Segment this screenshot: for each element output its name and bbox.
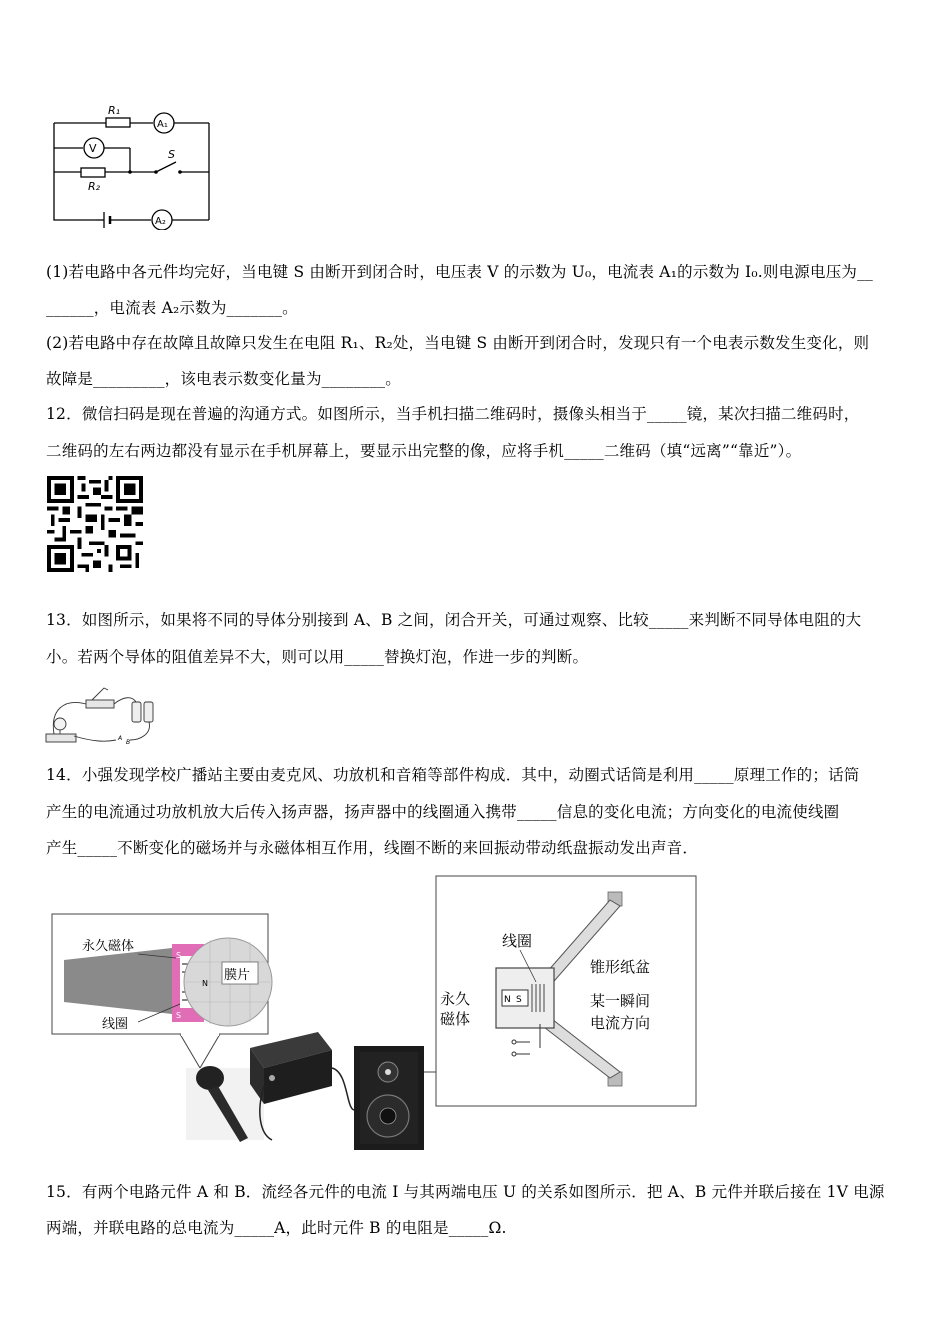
q15-line2: 两端，并联电路的总电流为_____A，此时元件 B 的电阻是_____Ω. <box>46 1219 507 1237</box>
speaker-magnet-label-1: 永久 <box>440 990 471 1008</box>
q14-line2: 产生的电流通过功放机放大后传入扬声器，扬声器中的线圈通入携带_____信息的变化电流；方向变化的电流使线圈 <box>46 803 840 821</box>
speaker-magnet-label-2: 磁体 <box>440 1010 471 1028</box>
speaker-current-label-2: 电流方向 <box>590 1014 651 1032</box>
a1-label: A₁ <box>157 119 168 130</box>
q13-line2: 小。若两个导体的阻值差异不大，则可以用_____替换灯泡，作进一步的判断。 <box>46 648 589 666</box>
speaker-s-label: S <box>516 995 522 1005</box>
mic-coil-label: 线圈 <box>102 1017 129 1032</box>
circuit-diagram <box>48 100 218 230</box>
q11-part1-line1: (1)若电路中各元件均完好，当电键 S 由断开到闭合时，电压表 V 的示数为 U₀，电流表 A₁的示数为 I₀.则电源电压为__ <box>46 263 874 281</box>
speaker-coil-label: 线圈 <box>502 932 533 950</box>
mic-n-label: N <box>202 979 208 988</box>
r1-label: R₁ <box>108 104 121 117</box>
q12-line1: 12．微信扫码是现在普遍的沟通方式。如图所示，当手机扫描二维码时，摄像头相当于_____镜，某次扫描二维码时， <box>46 405 860 423</box>
q13-line1: 13．如图所示，如果将不同的导体分别接到 A、B 之间，闭合开关，可通过观察、比较_____来判断不同导体电阻的大 <box>46 611 862 629</box>
conductor-test-circuit-image <box>44 680 162 746</box>
r2-resistor <box>81 168 105 177</box>
qr-code-image <box>46 476 144 572</box>
r1-resistor <box>106 118 130 127</box>
broadcast-system-image <box>50 872 700 1154</box>
mic-diaphragm-label: 膜片 <box>224 968 251 983</box>
mic-s-label-top: S <box>176 951 182 960</box>
mic-magnet-label: 永久磁体 <box>82 939 135 954</box>
q15-line1: 15．有两个电路元件 A 和 B．流经各元件的电流 I 与其两端电压 U 的关系如图所示．把 A、B 元件并联后接在 1V 电源 <box>46 1183 885 1201</box>
switch-label: S <box>168 148 175 161</box>
q11-part1-line2: ______，电流表 A₂示数为_______。 <box>46 299 298 317</box>
q11-part2-line1: (2)若电路中存在故障且故障只发生在电阻 R₁、R₂处，当电键 S 由断开到闭合时，发现只有一个电表示数发生变化，则 <box>46 334 870 352</box>
mic-s-label-bottom: S <box>176 1011 182 1020</box>
r2-label: R₂ <box>88 180 101 193</box>
q14-line3: 产生_____不断变化的磁场并与永磁体相互作用，线圈不断的来回振动带动纸盘振动发出声音． <box>46 839 699 857</box>
q12-line2: 二维码的左右两边都没有显示在手机屏幕上，要显示出完整的像，应将手机_____二维码（填“远离”“靠近”）。 <box>46 442 802 460</box>
voltmeter-label: V <box>89 142 97 155</box>
speaker-n-label: N <box>504 995 511 1005</box>
q14-line1: 14．小强发现学校广播站主要由麦克风、功放机和音箱等部件构成．其中，动圈式话筒是利用_____原理工作的；话筒 <box>46 766 860 784</box>
speaker-current-label-1: 某一瞬间 <box>590 992 651 1010</box>
q11-part2-line2: 故障是_________，该电表示数变化量为________。 <box>46 370 401 388</box>
a2-label: A₂ <box>155 216 166 227</box>
point-a-label: A <box>118 735 123 742</box>
point-b-label: B <box>126 739 131 746</box>
speaker-cone-label: 锥形纸盆 <box>590 958 651 976</box>
switch-s <box>156 162 176 172</box>
